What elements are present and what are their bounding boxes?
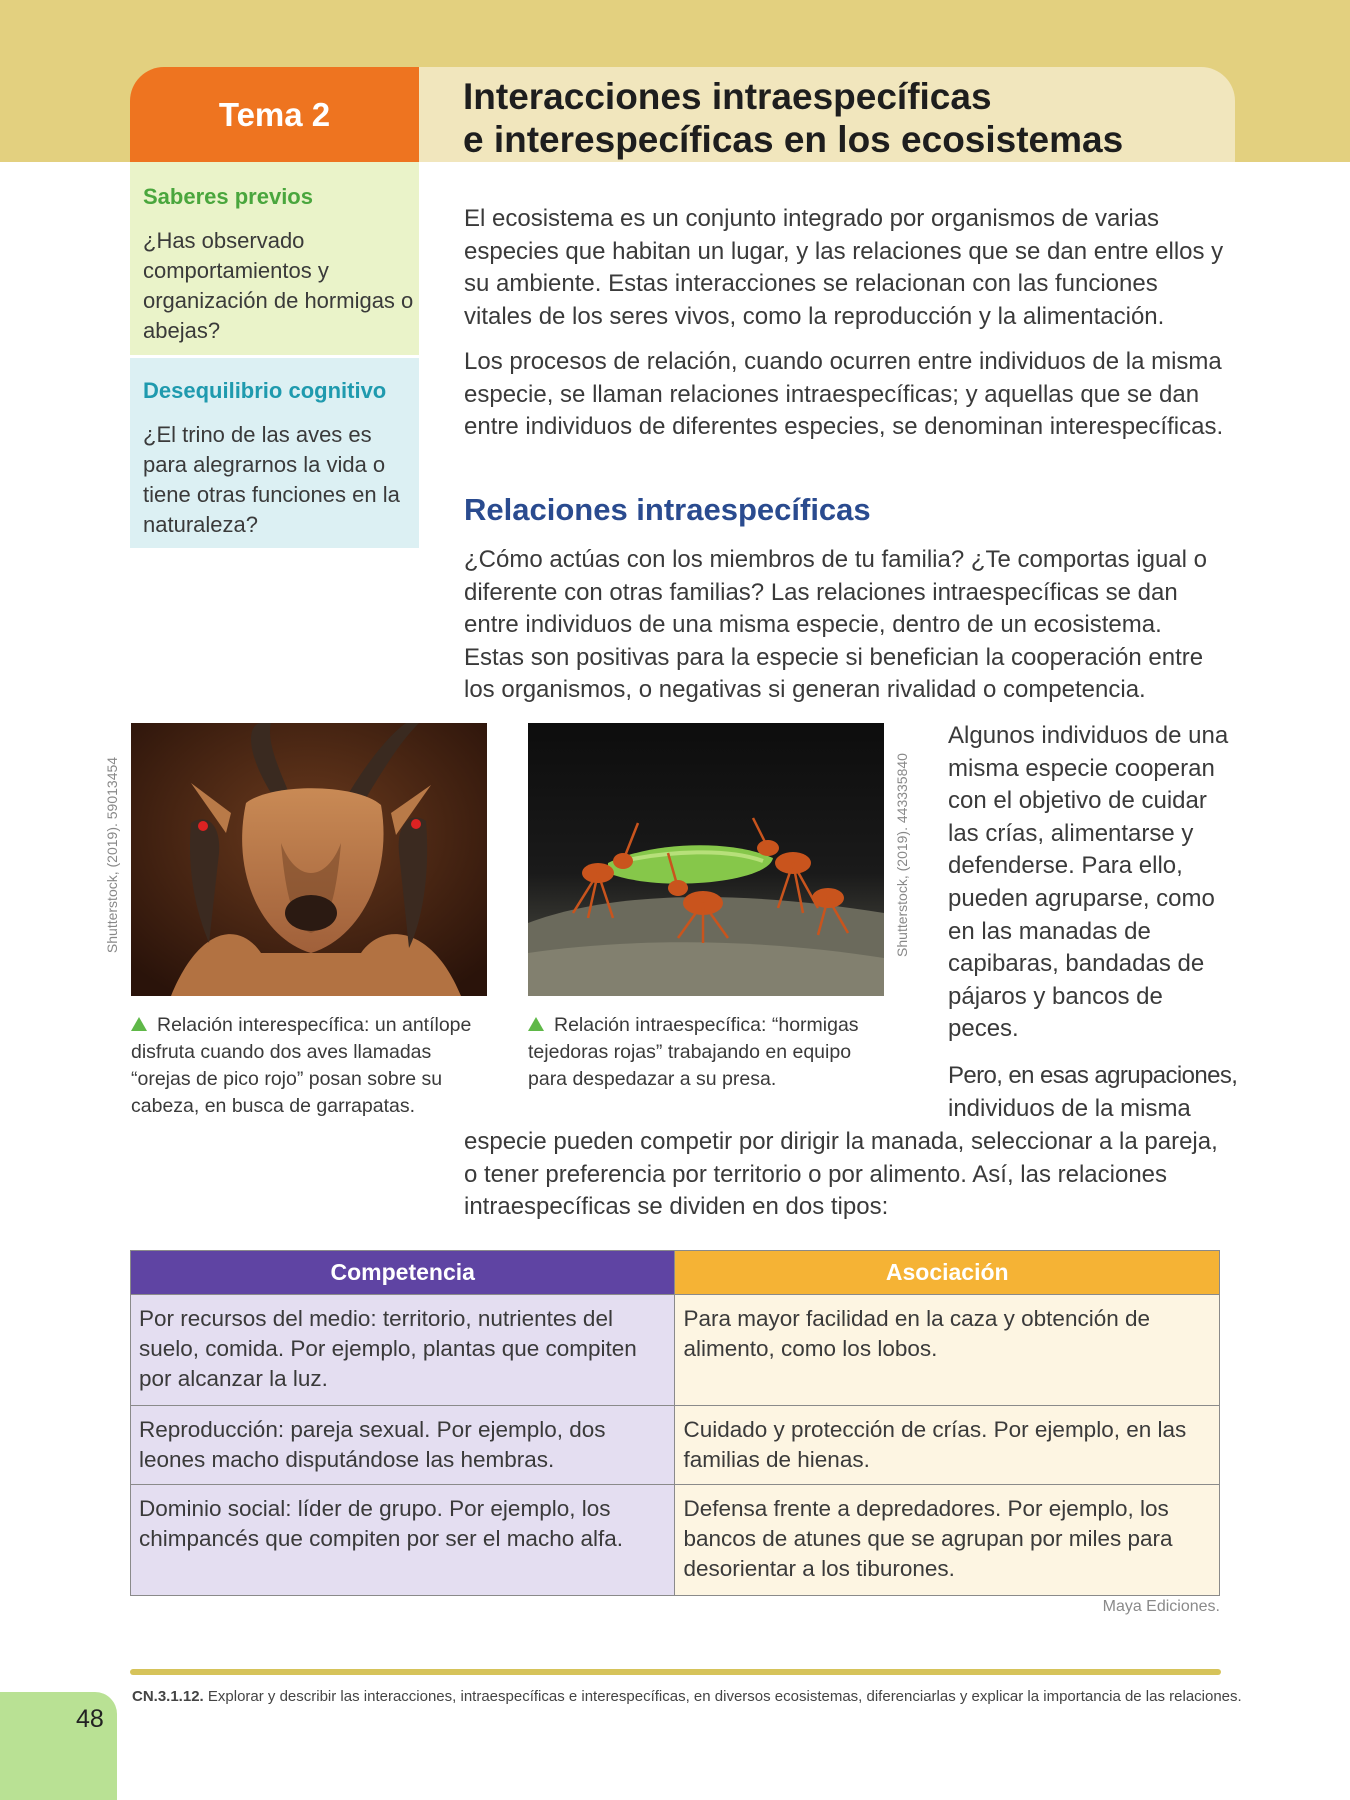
title-box [419,67,1235,162]
footer-rule [130,1669,1221,1675]
saberes-text: ¿Has observado comportamientos y organización de hormigas o abejas? [143,228,414,343]
caption-2-text: Relación intraespecífica: “hormigas tejedoras rojas” trabajando en equipo para despedazar a su presa. [528,1014,859,1090]
desequilibrio-title: Desequilibrio cognitivo [143,378,387,403]
header-competencia: Competencia [131,1251,675,1295]
table-cell: Reproducción: pareja sexual. Por ejemplo, dos leones macho disputándose las hembras. [131,1406,675,1485]
ants-illustration [528,723,884,996]
continuation-paragraph: especie pueden competir por dirigir la manada, seleccionar a la pareja, o tener preferencia por territorio o por alimento. Así, las relaciones intraespecíficas se dividen en dos tipos: [464,1128,1218,1221]
table-header-row [131,1251,1220,1295]
table-row [131,1295,1220,1406]
tema-label: Tema 2 [130,67,419,162]
footnote-code: CN.3.1.12. [132,1688,204,1705]
photo-credit-2: Shutterstock, (2019). 443335840 [894,753,910,957]
header-asociacion: Asociación [675,1251,1220,1295]
page-number: 48 [76,1705,104,1733]
table-cell: Para mayor facilidad en la caza y obtención de alimento, como los lobos. [675,1295,1220,1406]
title-line-2: e interespecíficas en los ecosistemas [463,119,1124,160]
table-row [131,1406,1220,1485]
intro-paragraph-2: Los procesos de relación, cuando ocurren entre individuos de la misma especie, se llaman relaciones intraespecíficas; y aquellas que se dan entre individuos de diferentes especies, se denominan interespecíficas. [464,348,1224,441]
pero-line-2: individuos de la misma [948,1095,1191,1122]
footnote-text: Explorar y describir las interacciones, intraespecíficas e interespecíficas, en diversos ecosistemas, diferenciarlas y explicar la importancia de las relaciones. [207,1688,1242,1705]
antelope-illustration [131,723,487,996]
triangle-marker-icon [131,1017,147,1031]
caption-1-text: Relación interespecífica: un antílope disfruta cuando dos aves llamadas “orejas de pico rojo” posan sobre su cabeza, en busca de garrapatas. [131,1014,472,1117]
title-line-1: Interacciones intraespecíficas [463,76,992,117]
desequilibrio-box [130,358,419,548]
side-column-paragraph: Algunos individuos de una misma especie cooperan con el objetivo de cuidar las crías, alimentarse y defenderse. Para ello, pueden agruparse, como en las manadas de capibaras, bandadas de pájaros y bancos de peces. [948,722,1229,1043]
relations-table [130,1250,1220,1596]
section-paragraph: ¿Cómo actúas con los miembros de tu familia? ¿Te comportas igual o diferente con otras familias? Las relaciones intraespecíficas se dan entre individuos de una misma especie, dentro de un ecosistema. Estas son positivas para la especie si benefician la cooperación entre los organismos, o negativas si generan rivalidad o competencia. [464,546,1207,704]
triangle-marker-icon [528,1017,544,1031]
section-heading: Relaciones intraespecíficas [464,492,871,527]
pero-line-1: Pero, en esas agrupaciones, [948,1062,1238,1089]
table-row [131,1485,1220,1596]
photo-credit-1: Shutterstock, (2019). 59013454 [104,756,120,954]
saberes-title: Saberes previos [143,184,313,209]
ants-photo [528,723,884,996]
curriculum-footnote [132,1688,1242,1705]
antelope-photo [131,723,487,996]
saberes-previos-box [130,162,419,355]
table-cell: Por recursos del medio: territorio, nutrientes del suelo, comida. Por ejemplo, plantas que compiten por alcanzar la luz. [131,1295,675,1406]
caption-2 [528,1012,883,1093]
desequilibrio-text: ¿El trino de las aves es para alegrarnos la vida o tiene otras funciones en la naturaleza? [143,422,400,537]
table-cell: Dominio social: líder de grupo. Por ejemplo, los chimpancés que compiten por ser el macho alfa. [131,1485,675,1596]
table-cell: Defensa frente a depredadores. Por ejemplo, los bancos de atunes que se agrupan por miles para desorientar a los tiburones. [675,1485,1220,1596]
caption-1 [131,1012,496,1120]
intro-paragraph-1: El ecosistema es un conjunto integrado por organismos de varias especies que habitan un lugar, y las relaciones que se dan entre ellos y su ambiente. Estas interacciones se relacionan con las funciones vitales de los seres vivos, como la reproducción y la alimentación. [464,205,1224,330]
page-title [463,75,1123,161]
table-cell: Cuidado y protección de crías. Por ejemplo, en las familias de hienas. [675,1406,1220,1485]
table-credit: Maya Ediciones. [1102,1598,1220,1615]
